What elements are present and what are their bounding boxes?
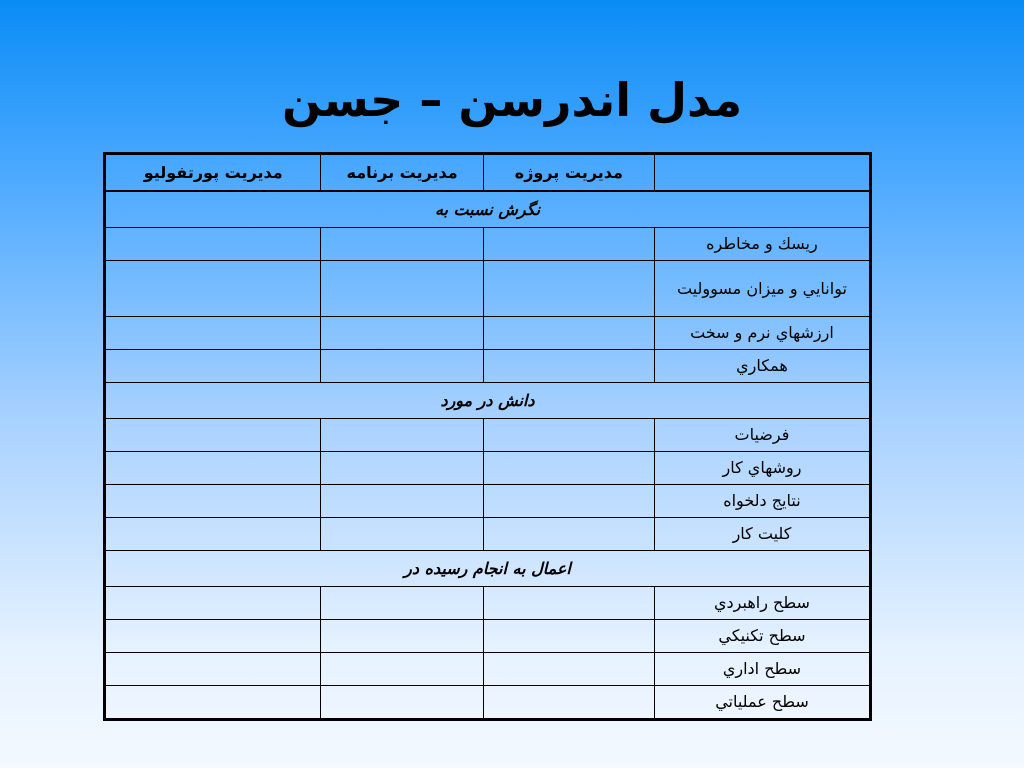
table-row xyxy=(105,686,871,720)
header-empty xyxy=(654,154,870,192)
table-cell xyxy=(105,261,321,317)
header-project-management: مديريت پروژه xyxy=(483,154,654,192)
table-cell xyxy=(483,620,654,653)
table-cell xyxy=(105,653,321,686)
table-row xyxy=(105,518,871,551)
row-label: ريسك و مخاطره xyxy=(654,228,870,261)
table-cell xyxy=(321,653,483,686)
table-row xyxy=(105,350,871,383)
row-label: كليت كار xyxy=(654,518,870,551)
row-label: ارزشهاي نرم و سخت xyxy=(654,317,870,350)
table-cell xyxy=(483,686,654,720)
table-cell xyxy=(105,350,321,383)
table-cell xyxy=(483,228,654,261)
table-row xyxy=(105,261,871,317)
table-cell xyxy=(321,228,483,261)
comparison-table xyxy=(103,152,872,721)
header-portfolio-management: مديريت پورتفوليو xyxy=(105,154,321,192)
row-label: سطح اداري xyxy=(654,653,870,686)
table-row xyxy=(105,452,871,485)
row-label: روشهاي كار xyxy=(654,452,870,485)
table-cell xyxy=(105,419,321,452)
table-cell xyxy=(321,686,483,720)
table-cell xyxy=(321,620,483,653)
table-cell xyxy=(483,653,654,686)
table-cell xyxy=(321,261,483,317)
section-heading: دانش در مورد xyxy=(105,383,871,419)
table-cell xyxy=(483,419,654,452)
row-label: فرضيات xyxy=(654,419,870,452)
table-cell xyxy=(483,261,654,317)
table-cell xyxy=(321,485,483,518)
table-cell xyxy=(105,620,321,653)
table-row xyxy=(105,419,871,452)
row-label: توانايي و ميزان مسوولیت xyxy=(654,261,870,317)
table-cell xyxy=(105,452,321,485)
row-label: نتايج دلخواه xyxy=(654,485,870,518)
table-cell xyxy=(105,587,321,620)
section-row xyxy=(105,551,871,587)
table-cell xyxy=(105,686,321,720)
table-row xyxy=(105,485,871,518)
table-row xyxy=(105,587,871,620)
table-cell xyxy=(105,317,321,350)
section-heading: نگرش نسبت به xyxy=(105,191,871,228)
section-row xyxy=(105,191,871,228)
table-cell xyxy=(321,419,483,452)
table-cell xyxy=(321,350,483,383)
table-cell xyxy=(483,485,654,518)
slide-title: مدل اندرسن – جسن xyxy=(281,73,743,127)
row-label: سطح تكنيكي xyxy=(654,620,870,653)
header-row xyxy=(105,154,871,192)
table-cell xyxy=(321,452,483,485)
table-cell xyxy=(321,317,483,350)
table-cell xyxy=(483,518,654,551)
table-cell xyxy=(105,518,321,551)
header-program-management: مديريت برنامه xyxy=(321,154,483,192)
table-cell xyxy=(105,228,321,261)
table-row xyxy=(105,317,871,350)
table-cell xyxy=(483,350,654,383)
table-cell xyxy=(483,587,654,620)
table-cell xyxy=(321,518,483,551)
row-label: سطح عملياتي xyxy=(654,686,870,720)
table-cell xyxy=(483,452,654,485)
table-cell xyxy=(321,587,483,620)
comparison-table-container xyxy=(103,152,872,721)
table-row xyxy=(105,653,871,686)
section-heading: اعمال به انجام رسيده در xyxy=(105,551,871,587)
section-row xyxy=(105,383,871,419)
table-cell xyxy=(483,317,654,350)
row-label: سطح راهبردي xyxy=(654,587,870,620)
table-row xyxy=(105,620,871,653)
row-label: همكاري xyxy=(654,350,870,383)
table-cell xyxy=(105,485,321,518)
table-row xyxy=(105,228,871,261)
